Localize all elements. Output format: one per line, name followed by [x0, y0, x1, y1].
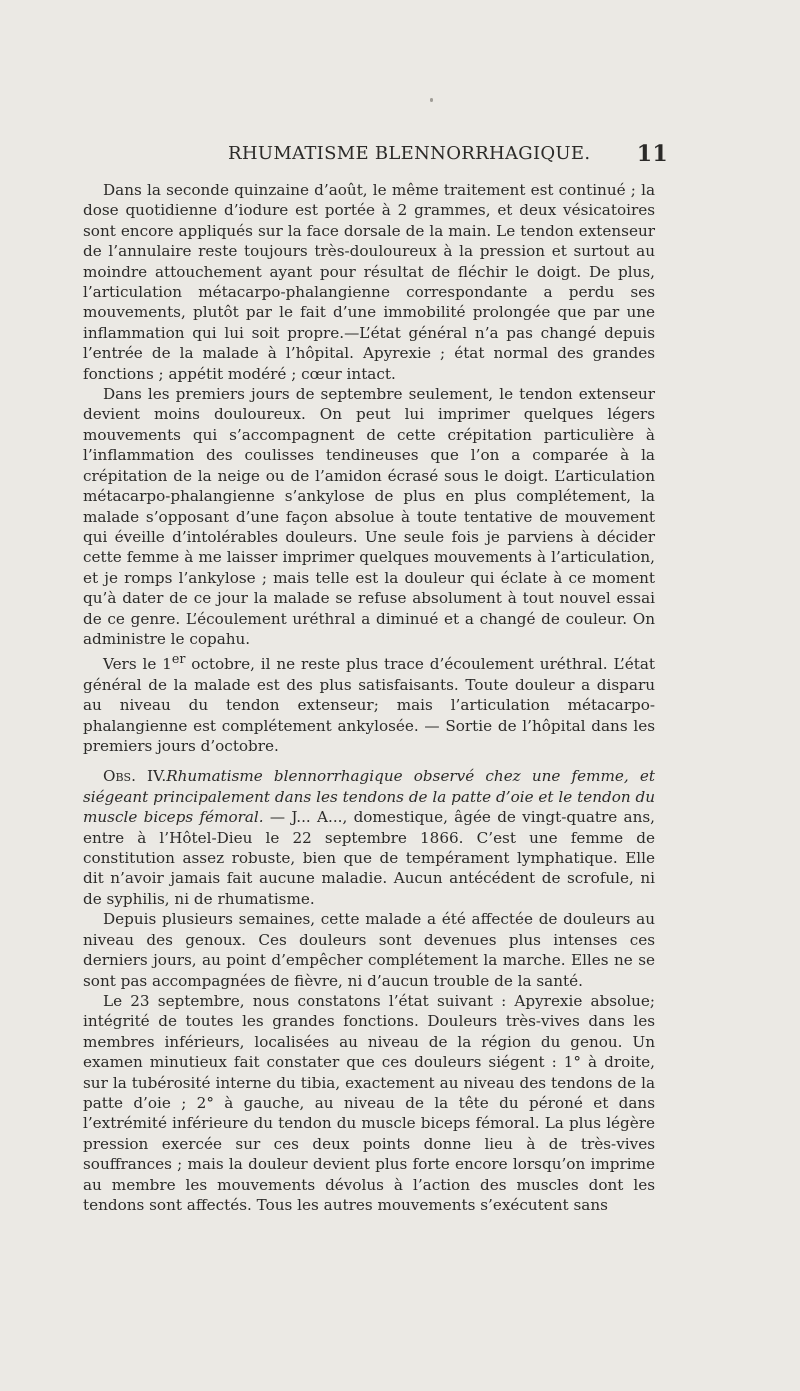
ordinal-superscript: er [171, 651, 186, 667]
paragraph: Le 23 septembre, nous constatons l’état suivant : Apyrexie absolue; intégrité de toutes les grandes fonctions. Douleurs très-vives dans les membres inférieurs, localisées au niveau de la région du genou. Un examen minutieux fait constater que ces douleurs siégent : 1° à droite, sur la tubérosité interne du tibia, exactement au niveau des tendons de la patte d’oie ; 2° à gauche, au niveau de la tête du péroné et dans l’extrémité inférieure du tendon du muscle biceps fémoral. La plus légère pression exercée sur ces deux points donne lieu à de très-vives souffrances ; mais la douleur devient plus forte encore lorsqu’on imprime au membre les mouvements dévolus à l’action des muscles dont les tendons sont affectés. Tous les autres mouvements s’exécutent sans [83, 991, 655, 1214]
observation-title: Rhumatisme blennorrhagique observé chez une femme, et siégeant principalement dans les tendons de la patte d’oie et le tendon du muscle biceps fémoral. [83, 767, 655, 827]
paragraph: Dans la seconde quinzaine d’août, le même traitement est continué ; la dose quotidienne d’iodure est portée à 2 grammes, et deux vésicatoires sont encore appliqués sur la face dorsale de la main. Le tendon extenseur de l’annulaire reste toujours très-douloureux à la pression et surtout au moindre attouchement ayant pour résultat de fléchir le doigt. De plus, l’articulation métacarpo-phalangienne correspondante a perdu ses mouvements, plutôt par le fait d’une immobilité prolongée que par une inflammation qui lui soit propre.—L’état général n’a pas changé depuis l’entrée de la malade à l’hôpital. Apyrexie ; état normal des grandes fonctions ; appétit modéré ; cœur intact. [83, 181, 655, 383]
observation-text: — J... A..., domestique, âgée de vingt-quatre ans, entre à l’Hôtel-Dieu le 22 septembre 1866. C’est une femme de constitution assez robuste, bien que de tempérament lymphatique. Elle dit n’avoir jamais fait aucune maladie. Aucun antécédent de scrofule, ni de syphilis, ni de rhumatisme. [83, 808, 655, 908]
paragraph-text: Vers le 1 [103, 655, 172, 674]
ink-speck [430, 98, 433, 102]
paragraph: Depuis plusieurs semaines, cette malade a été affectée de douleurs au niveau des genoux. Ces douleurs sont devenues plus intenses ces derniers jours, au point d’empêcher complétement la marche. Elles ne se sont pas accompagnées de fièvre, ni d’aucun trouble de la santé. [83, 910, 655, 990]
paragraph [83, 649, 655, 756]
page-body [83, 180, 655, 1215]
observation-label: Obs. IV. [103, 767, 167, 786]
paragraph: Dans les premiers jours de septembre seulement, le tendon extenseur devient moins douloureux. On peut lui imprimer quelques légers mouvements qui s’accompagnent de cette crépitation particulière à l’inflammation des coulisses tendineuses que l’on a comparée à la crépitation de la neige ou de l’amidon écrasé sous le doigt. L’articulation métacarpo-phalangienne s’ankylose de plus en plus complétement, la malade s’opposant d’une façon absolue à toute tentative de mouvement qui éveille d’intolérables douleurs. Une seule fois je parviens à décider cette femme à me laisser imprimer quelques mouvements à l’articulation, et je romps l’ankylose ; mais telle est la douleur qui éclate à ce moment qu’à dater de ce jour la malade se refuse absolument à tout nouvel essai de ce genre. L’écoulement uréthral a diminué et a changé de couleur. On administre le copahu. [83, 385, 655, 648]
running-title: RHUMATISME BLENNORRHAGIQUE. [228, 143, 591, 164]
page-number: 11 [636, 141, 668, 167]
observation-paragraph [83, 766, 655, 909]
paragraph-text: octobre, il ne reste plus trace d’écoulement uréthral. L’état général de la malade est des plus satisfaisants. Toute douleur a disparu au niveau du tendon extenseur; mais l’articulation métacarpo-phalangienne est complétement ankylosée. — Sortie de l’hôpital dans les premiers jours d’octobre. [83, 655, 655, 756]
